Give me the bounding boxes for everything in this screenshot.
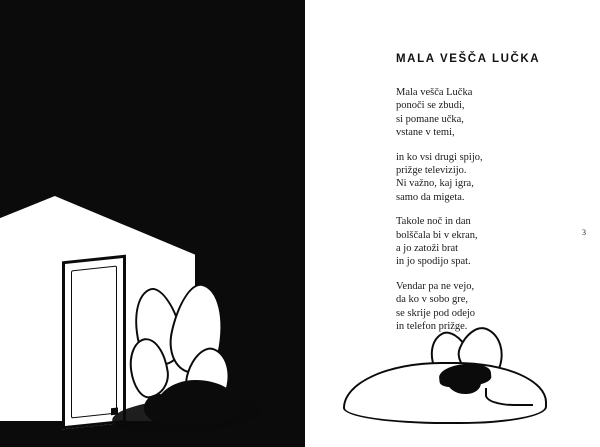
poem-stanza — [396, 86, 566, 140]
poem-line: a jo zatoži brat — [396, 243, 459, 255]
poem-stanza — [396, 280, 566, 334]
poem-line: prižge televizijo. — [396, 165, 467, 177]
poem-line: in ko vsi drugi spijo, — [396, 151, 483, 163]
figure-head — [447, 368, 481, 394]
poem-line: ponoči se zbudi, — [396, 100, 465, 112]
poem-line: se skrije pod odejo — [396, 307, 476, 319]
right-page — [308, 0, 600, 447]
figure-head — [144, 394, 174, 422]
poem-line: Vendar pa ne vejo, — [396, 280, 475, 292]
poem-line: si pomane učka, — [396, 113, 464, 125]
poem-line: vstane v temi, — [396, 127, 455, 139]
poem-line: Mala vešča Lučka — [396, 87, 473, 98]
poem-line: bolščala bi v ekran, — [396, 229, 478, 241]
doorway-inner-panel — [71, 266, 117, 419]
poem-title: MALA VEŠČA LUČKA — [396, 53, 541, 65]
poem-line: in jo spodijo spat. — [396, 256, 471, 268]
poem-line: Ni važno, kaj igra, — [396, 178, 474, 190]
sleeping-figure-right — [343, 336, 543, 424]
poem-stanza — [396, 151, 566, 205]
poem-stanza — [396, 215, 566, 269]
poem-line: samo da migeta. — [396, 191, 465, 203]
poem-body — [396, 86, 566, 334]
fairy-figure-left — [128, 282, 254, 430]
page-number: 3 — [582, 228, 586, 237]
lit-doorway — [62, 255, 126, 430]
poem-line: in telefon prižge. — [396, 321, 468, 333]
poem-line: Takole noč in dan — [396, 216, 471, 228]
poem-line: da ko v sobo gre, — [396, 294, 469, 306]
